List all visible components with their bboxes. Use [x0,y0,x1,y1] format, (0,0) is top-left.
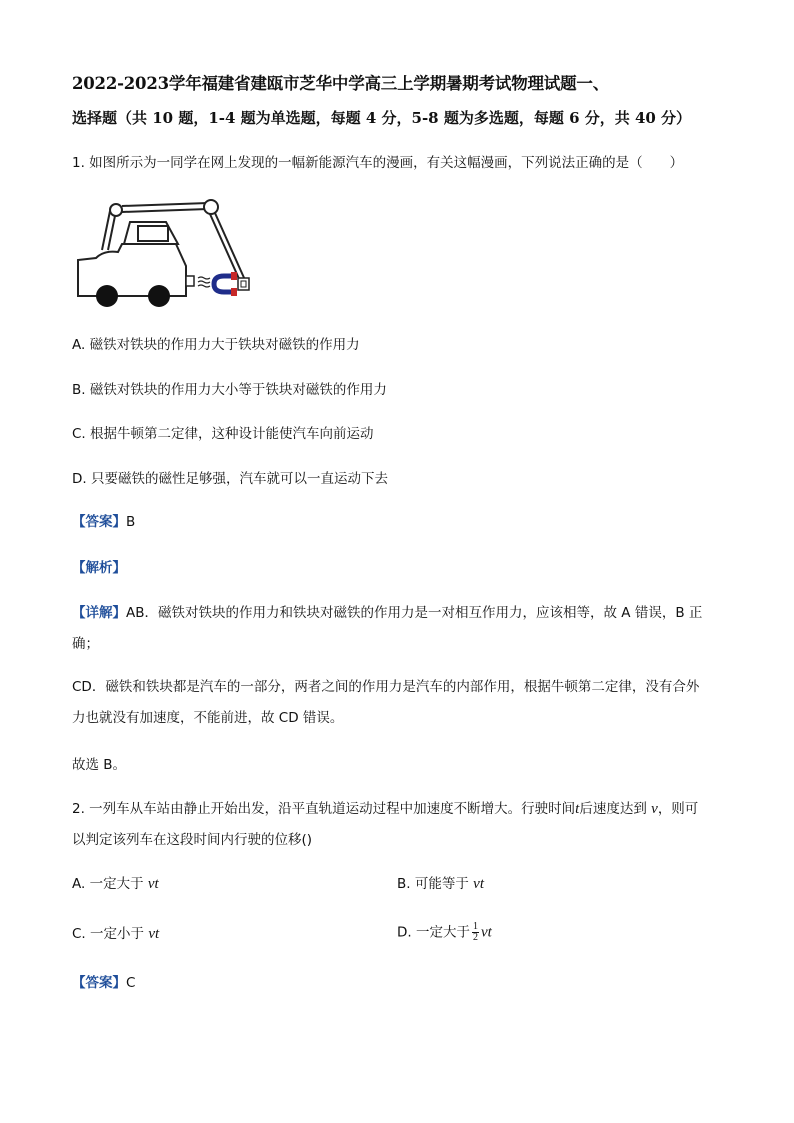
fraction-numerator: 1 [472,921,478,932]
section-heading: 选择题（共 10 题，1-4 题为单选题，每题 4 分，5-8 题为多选题，每题 6 分，共 40 分） [72,109,692,127]
q2-option-c-expr: vt [148,926,160,942]
q2-option-c [72,924,159,944]
fraction-denominator: 2 [472,932,478,943]
q2-option-d-text: D. 一定大于 [397,924,470,941]
q2-option-c-text: C. 一定小于 [72,926,145,942]
answer-value: C [126,975,136,991]
q1-car-magnet-cartoon [74,196,260,312]
document-title: 2022-2023学年福建省建瓯市芝华中学高三上学期暑期考试物理试题一、 [72,74,609,93]
q2-stem-line1 [72,799,698,819]
q2-option-d [397,922,492,943]
answer-value: B [126,514,136,530]
q2-stem-text-c: ，则可 [657,801,699,817]
q2-option-b-expr: vt [473,876,484,892]
q2-option-a-expr: vt [147,876,159,892]
q1-answer [72,512,135,532]
q2-stem-line2: 以判定该列车在这段时间内行驶的位移() [72,832,313,848]
detail-text: AB．磁铁对铁块的作用力和铁块对磁铁的作用力是一对相互作用力，应该相等，故 A 错误，B 正 [126,605,703,621]
q2-stem-text-b: 后速度达到 [579,801,647,817]
q1-detail-line1 [72,603,702,623]
q2-stem-text-a: 2. 一列车从车站由静止开始出发，沿平直轨道运动过程中加速度不断增大。行驶时间 [72,801,576,817]
q2-var-t: t [575,801,580,817]
analysis-tag: 【解析】 [72,560,126,576]
q2-answer [72,973,135,993]
q1-option-d: D. 只要磁铁的磁性足够强，汽车就可以一直运动下去 [72,471,388,487]
q2-option-a-text: A. 一定大于 [72,876,144,892]
q1-analysis [72,558,126,578]
q2-var-v: v [651,801,658,817]
q1-option-c: C. 根据牛顿第二定律，这种设计能使汽车向前运动 [72,426,374,442]
q1-stem: 1. 如图所示为一同学在网上发现的一幅新能源汽车的漫画，有关这幅漫画，下列说法正确的是（ ） [72,155,684,171]
q1-detail-line3: CD．磁铁和铁块都是汽车的一部分，两者之间的作用力是汽车的内部作用，根据牛顿第二定律，没有合外 [72,679,700,695]
q2-fraction [472,922,479,943]
q1-detail-line4: 力也就没有加速度，不能前进，故 CD 错误。 [72,710,344,726]
q1-option-b: B. 磁铁对铁块的作用力大小等于铁块对磁铁的作用力 [72,382,387,398]
detail-tag: 【详解】 [72,605,126,621]
q1-option-a: A. 磁铁对铁块的作用力大于铁块对磁铁的作用力 [72,337,360,353]
q2-option-d-expr: vt [480,924,492,941]
q1-conclusion: 故选 B。 [72,757,127,773]
q1-detail-line2: 确； [72,636,99,652]
answer-tag: 【答案】 [72,975,126,991]
q2-option-b [397,874,484,894]
answer-tag: 【答案】 [72,514,126,530]
q2-option-b-text: B. 可能等于 [397,876,469,892]
q2-option-a [72,874,159,894]
